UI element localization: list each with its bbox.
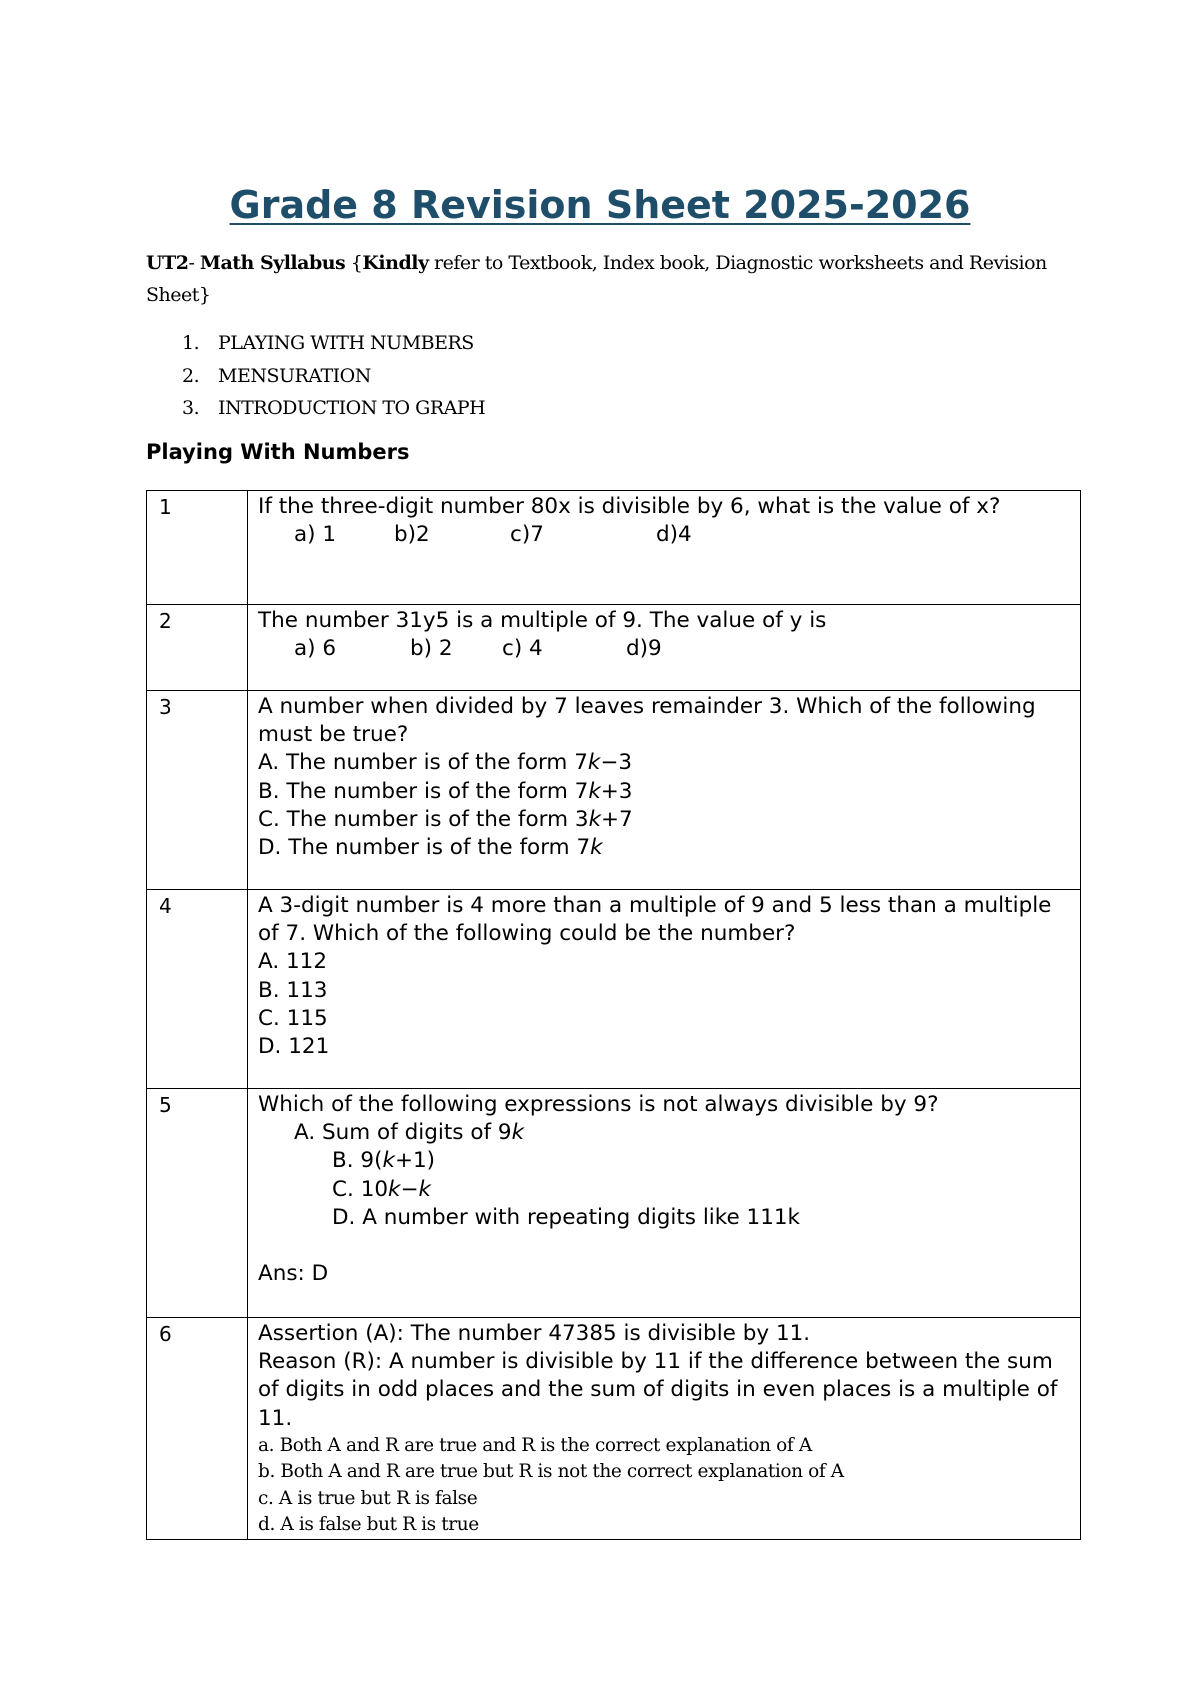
question-number: 2 (147, 605, 248, 691)
question-cell (248, 691, 1081, 890)
question-text: The number 31y5 is a multiple of 9. The value of y is (258, 608, 827, 633)
topic-list (146, 327, 485, 425)
option-lead: C. (332, 1176, 361, 1202)
math-variable: k (418, 1176, 431, 1202)
question-number: 3 (147, 691, 248, 890)
syllabus-kindly: Kindly (362, 252, 429, 274)
option-lead: C. The number is of the form (258, 806, 575, 832)
option: c) 4 (502, 636, 543, 662)
math-expression: 7 (574, 778, 589, 804)
question-cell (248, 605, 1081, 691)
table-row (147, 605, 1081, 691)
questions-table (146, 490, 1081, 1540)
option (258, 834, 1072, 862)
topic-item (146, 392, 485, 425)
question-text: A number when divided by 7 leaves remainder 3. Which of the following must be true? (258, 694, 1036, 748)
option (258, 1119, 1072, 1147)
table-row (147, 691, 1081, 890)
math-expression: 7 (576, 835, 591, 861)
math-variable: k (587, 750, 601, 776)
topic-item (146, 327, 485, 360)
table-row (147, 491, 1081, 605)
question-cell (248, 890, 1081, 1089)
page-title: Grade 8 Revision Sheet 2025-2026 (229, 183, 971, 227)
question-cell (248, 491, 1081, 605)
topic-number: 1. (182, 332, 200, 354)
math-variable: k (511, 1120, 525, 1146)
topic-text: INTRODUCTION TO GRAPH (218, 397, 486, 419)
question-cell (248, 1089, 1081, 1318)
math-expression: 3 (574, 806, 589, 832)
math-variable: k (588, 778, 601, 804)
question-number: 1 (147, 491, 248, 605)
math-variable: k (388, 1176, 401, 1202)
option-lead: D. The number is of the form (258, 835, 577, 861)
option: b. Both A and R are true but R is not the correct explanation of A (258, 1461, 844, 1483)
section-heading: Playing With Numbers (146, 440, 410, 464)
spacer (258, 1232, 1072, 1260)
option: b) 2 (410, 636, 453, 662)
assertion-text: Assertion (A): The number 47385 is divisible by 11. (258, 1321, 811, 1346)
option: a) 1 (294, 522, 337, 548)
syllabus-rest: refer to Textbook, Index book, Diagnostic worksheets and Revision Sheet} (146, 252, 1047, 306)
option-lead: B. (332, 1148, 361, 1174)
option-row (258, 521, 1072, 549)
topic-text: MENSURATION (218, 364, 371, 387)
math-expression: +1) (394, 1148, 436, 1174)
option (258, 1176, 1072, 1204)
table-row (147, 1318, 1081, 1540)
math-expression: 7 (574, 750, 588, 776)
math-expression: −3 (600, 750, 633, 776)
question-text: Which of the following expressions is not always divisible by 9? (258, 1092, 939, 1117)
option: D. A number with repeating digits like 111k (332, 1204, 801, 1230)
syllabus-dash: - (188, 252, 200, 274)
option (258, 749, 1072, 777)
math-variable: k (590, 835, 603, 861)
option: B. 113 (258, 977, 328, 1003)
option: c)7 (510, 522, 544, 548)
syllabus-label: UT2 (146, 252, 189, 274)
math-expression: − (400, 1176, 419, 1202)
option: d)4 (656, 522, 692, 548)
option (258, 806, 1072, 834)
option: c. A is true but R is false (258, 1487, 478, 1509)
question-number: 6 (147, 1318, 248, 1540)
syllabus-subject: Math Syllabus (199, 252, 346, 274)
option-lead: B. The number is of the form (258, 778, 575, 804)
syllabus-line (146, 247, 1066, 311)
topic-number: 3. (182, 397, 200, 419)
option: a. Both A and R are true and R is the correct explanation of A (258, 1434, 812, 1456)
option-row (258, 635, 1072, 663)
table-row (147, 1089, 1081, 1318)
option-lead: A. Sum of digits of (294, 1120, 498, 1146)
math-expression: 9( (360, 1148, 383, 1174)
math-expression: +7 (601, 806, 633, 832)
question-text: A 3-digit number is 4 more than a multiple of 9 and 5 less than a multiple of 7. Which of the following could be the number? (258, 893, 1052, 947)
option: d)9 (626, 636, 662, 662)
topic-number: 2. (182, 364, 200, 387)
math-expression: +3 (600, 778, 633, 804)
topic-item (146, 360, 485, 393)
reason-text: Reason (R): A number is divisible by 11 if the difference between the sum of digits in odd places and the sum of digits in even places is a multiple of 11. (258, 1349, 1058, 1431)
math-variable: k (588, 806, 602, 832)
question-cell (248, 1318, 1081, 1540)
math-variable: k (382, 1148, 395, 1174)
option: a) 6 (294, 636, 337, 662)
answer-text: Ans: D (258, 1261, 329, 1287)
option-lead: A. The number is of the form (258, 750, 575, 776)
topic-text: PLAYING WITH NUMBERS (218, 332, 474, 354)
option: d. A is false but R is true (258, 1514, 479, 1536)
question-number: 4 (147, 890, 248, 1089)
option: A. 112 (258, 949, 328, 975)
math-expression: 9 (497, 1120, 512, 1146)
table-row (147, 890, 1081, 1089)
option (258, 778, 1072, 806)
math-expression: 10 (360, 1176, 389, 1202)
option (258, 1147, 1072, 1175)
question-number: 5 (147, 1089, 248, 1318)
syllabus-brace: { (345, 252, 363, 274)
question-text: If the three-digit number 80x is divisible by 6, what is the value of x? (258, 494, 1001, 519)
option: b)2 (394, 522, 430, 548)
option: D. 121 (258, 1034, 330, 1060)
option: C. 115 (258, 1005, 328, 1031)
